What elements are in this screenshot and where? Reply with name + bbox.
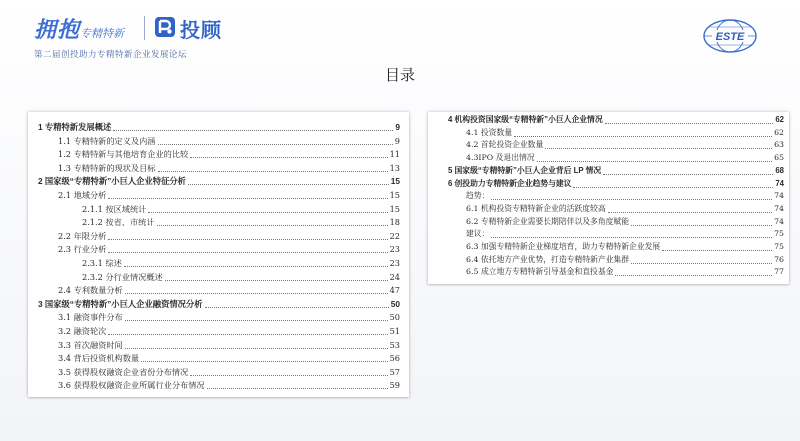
toc-dot-leader: [108, 334, 387, 335]
toc-entry: [466, 254, 784, 266]
toc-dot-leader: [108, 198, 387, 199]
toc-entry-title: 3.4 背后投资机构数量: [58, 353, 140, 364]
toc-entry: [82, 216, 400, 228]
toc-entry-page: 74: [774, 191, 784, 201]
toc-entry: [448, 178, 784, 190]
toc-entry-title: 2.1.2 按省、市统计: [82, 217, 155, 228]
toc-entry-title: 1 专精特新发展概述: [38, 122, 112, 132]
toc-entry-page: 15: [389, 203, 400, 214]
toc-entry-page: 76: [774, 254, 784, 264]
toc-entry-title: 1.1 专精特新的定义及内涵: [58, 135, 156, 146]
toc-entry-page: 56: [389, 353, 400, 364]
toc-entry-page: 74: [774, 203, 784, 213]
toc-entry: [38, 175, 400, 187]
toc-entry-page: 9: [395, 122, 400, 132]
toc-entry-page: 50: [389, 312, 400, 323]
toc-dot-leader: [491, 237, 772, 238]
toc-entry-page: 74: [774, 216, 784, 226]
toc-right-panel: [428, 112, 789, 284]
toc-dot-leader: [125, 320, 388, 321]
toc-dot-leader: [158, 144, 393, 145]
toc-entry-title: 2 国家级“专精特新”小巨人企业特征分析: [38, 176, 186, 187]
toc-entry-page: 75: [774, 229, 784, 239]
toc-entry: [58, 230, 400, 242]
toc-entry-page: 11: [389, 149, 400, 160]
toc-dot-leader: [491, 199, 772, 200]
brand-script-logo: [34, 13, 124, 44]
toc-dot-leader: [545, 148, 772, 149]
toc-entry-title: 2.3.1 综述: [82, 258, 122, 268]
toc-dot-leader: [190, 375, 387, 376]
toc-entry-title: 3.1 融资事件分布: [58, 312, 123, 323]
toc-entry-page: 13: [389, 162, 400, 173]
toc-entry-title: 6.5 成立地方专精特新引导基金和直投基金: [466, 267, 614, 277]
toc-entry-page: 15: [389, 190, 400, 200]
toc-entry-page: 50: [390, 298, 400, 309]
toc-dot-leader: [605, 123, 774, 124]
toc-dot-leader: [158, 171, 388, 172]
toc-entry-title: 2.3.2 分行业情况概述: [82, 271, 163, 282]
toc-entry: [58, 339, 400, 351]
toc-dot-leader: [188, 184, 389, 185]
toc-entry-title: 2.2 年限分析: [58, 230, 107, 241]
toc-dot-leader: [165, 280, 388, 281]
toc-entry-page: 47: [389, 285, 400, 296]
toc-dot-leader: [190, 157, 387, 158]
toc-entry-title: 3.5 获得股权融资企业省份分布情况: [58, 366, 189, 377]
toc-dot-leader: [537, 161, 772, 162]
toc-entry-title: 6.3 加强专精特新企业梯度培育，助力专精特新企业发展: [466, 242, 661, 251]
toc-entry-page: 9: [394, 135, 400, 146]
toc-entry: [58, 135, 400, 147]
toc-entry: [466, 216, 784, 228]
toc-dot-leader: [631, 263, 772, 264]
toc-dot-leader: [662, 250, 772, 251]
brand-script-text: 拥抱: [34, 17, 81, 43]
toc-dot-leader: [125, 348, 388, 349]
toc-entry: [58, 243, 400, 255]
toc-entry: [58, 284, 400, 296]
toc-entry-page: 15: [390, 176, 400, 187]
toc-entry-title: 3.2 融资轮次: [58, 326, 107, 336]
toc-entry: [38, 121, 400, 133]
toc-entry: [466, 266, 784, 278]
toc-entry: [58, 311, 400, 323]
toc-entry-title: 4.2 首轮投资企业数量: [466, 140, 544, 150]
toc-dot-leader: [113, 130, 393, 131]
toc-entry-title: 6 创投助力专精特新企业趋势与建议: [448, 178, 572, 188]
brand-script-small-text: 专精特新: [80, 27, 125, 40]
toc-dot-leader: [205, 307, 389, 308]
toc-dot-leader: [157, 225, 388, 226]
toc-entry-page: 62: [774, 127, 784, 137]
toc-dot-leader: [615, 275, 772, 276]
toc-entry-title: 2.4 专利数量分析: [58, 285, 123, 296]
toc-entry: [466, 203, 784, 215]
toc-entry-title: 6.1 机构投资专精特新企业的活跃度较高: [466, 203, 606, 213]
toc-entry: [466, 127, 784, 139]
touguo-logo-icon: [154, 16, 176, 38]
toc-entry-page: 23: [389, 258, 400, 268]
toc-entry-page: 62: [775, 115, 784, 124]
toc-entry: [58, 189, 400, 201]
toc-dot-leader: [573, 187, 773, 188]
toc-entry-page: 75: [774, 242, 784, 251]
toc-entry-page: 22: [389, 230, 400, 241]
toc-entry-page: 23: [389, 244, 400, 255]
toc-entry-title: 4.1 投资数量: [466, 127, 513, 137]
toc-entry: [82, 203, 400, 215]
toc-entry: [38, 298, 400, 310]
toc-entry-title: 5 国家级“专精特新”小巨人企业背后 LP 情况: [448, 165, 602, 175]
toc-entry: [448, 114, 784, 126]
toc-entry-title: 4.3IPO 及退出情况: [466, 153, 535, 163]
toc-entry-page: 57: [389, 366, 400, 377]
toc-entry-title: 4 机构投资国家级“专精特新”小巨人企业情况: [448, 115, 603, 124]
toc-entry: [466, 190, 784, 202]
toc-entry-page: 74: [775, 178, 784, 188]
toc-entry-title: 趋势：: [466, 191, 490, 201]
toc-entry-title: 6.4 依托地方产业优势，打造专精特新产业集群: [466, 254, 630, 264]
toc-entry: [82, 257, 400, 269]
toc-entry-title: 3.6 获得股权融资企业所属行业分布情况: [58, 380, 205, 391]
toc-dot-leader: [108, 252, 387, 253]
toc-dot-leader: [631, 225, 772, 226]
toc-entry: [58, 162, 400, 174]
toc-left-panel: [28, 112, 409, 397]
toc-entry-title: 2.3 行业分析: [58, 244, 107, 255]
toc-entry-page: 63: [774, 140, 784, 150]
toc-entry-title: 1.3 专精特新的现状及目标: [58, 162, 156, 173]
toc-dot-leader: [514, 136, 772, 137]
corner-logo-text: ESTE: [715, 31, 745, 43]
toc-dot-leader: [108, 239, 387, 240]
page-title: 目录: [384, 66, 415, 84]
toc-entry-page: 68: [775, 165, 784, 175]
toc-entry-title: 1.2 专精特新与其他培育企业的比较: [58, 149, 189, 160]
toc-entry-page: 77: [774, 267, 784, 277]
toc-entry: [58, 352, 400, 364]
toc-entry-page: 65: [774, 153, 784, 163]
toc-dot-leader: [207, 388, 388, 389]
toc-entry: [58, 379, 400, 391]
toc-entry-title: 建议：: [466, 229, 490, 239]
toc-dot-leader: [124, 266, 388, 267]
toc-dot-leader: [608, 212, 772, 213]
toc-entry: [466, 241, 784, 253]
toc-entry-page: 51: [389, 326, 400, 336]
este-globe-logo-icon: [700, 16, 760, 56]
toc-entry-page: 59: [389, 380, 400, 391]
toc-entry: [58, 366, 400, 378]
toc-entry-title: 2.1 地域分析: [58, 190, 107, 200]
toc-entry: [82, 271, 400, 283]
toc-dot-leader: [603, 174, 773, 175]
forum-subtitle: 第二届创投助力专精特新企业发展论坛: [34, 50, 188, 60]
toc-dot-leader: [148, 212, 387, 213]
toc-entry: [466, 139, 784, 151]
toc-entry: [448, 165, 784, 177]
brand-divider: [144, 16, 145, 40]
toc-dot-leader: [125, 293, 388, 294]
brand-name: 投顾: [180, 20, 222, 42]
toc-entry: [58, 148, 400, 160]
toc-entry: [466, 228, 784, 240]
toc-entry: [58, 325, 400, 337]
toc-entry-title: 2.1.1 按区域统计: [82, 203, 147, 214]
toc-entry-page: 53: [389, 339, 400, 350]
toc-dot-leader: [141, 361, 387, 362]
toc-entry-title: 3.3 首次融资时间: [58, 339, 123, 350]
toc-entry-title: 6.2 专精特新企业需要长期陪伴以及多角度赋能: [466, 216, 630, 226]
toc-entry-page: 24: [389, 271, 400, 282]
toc-entry-title: 3 国家级“专精特新”小巨人企业融资情况分析: [38, 298, 203, 309]
toc-entry: [466, 152, 784, 164]
header: [0, 0, 800, 70]
toc-entry-page: 18: [389, 217, 400, 228]
